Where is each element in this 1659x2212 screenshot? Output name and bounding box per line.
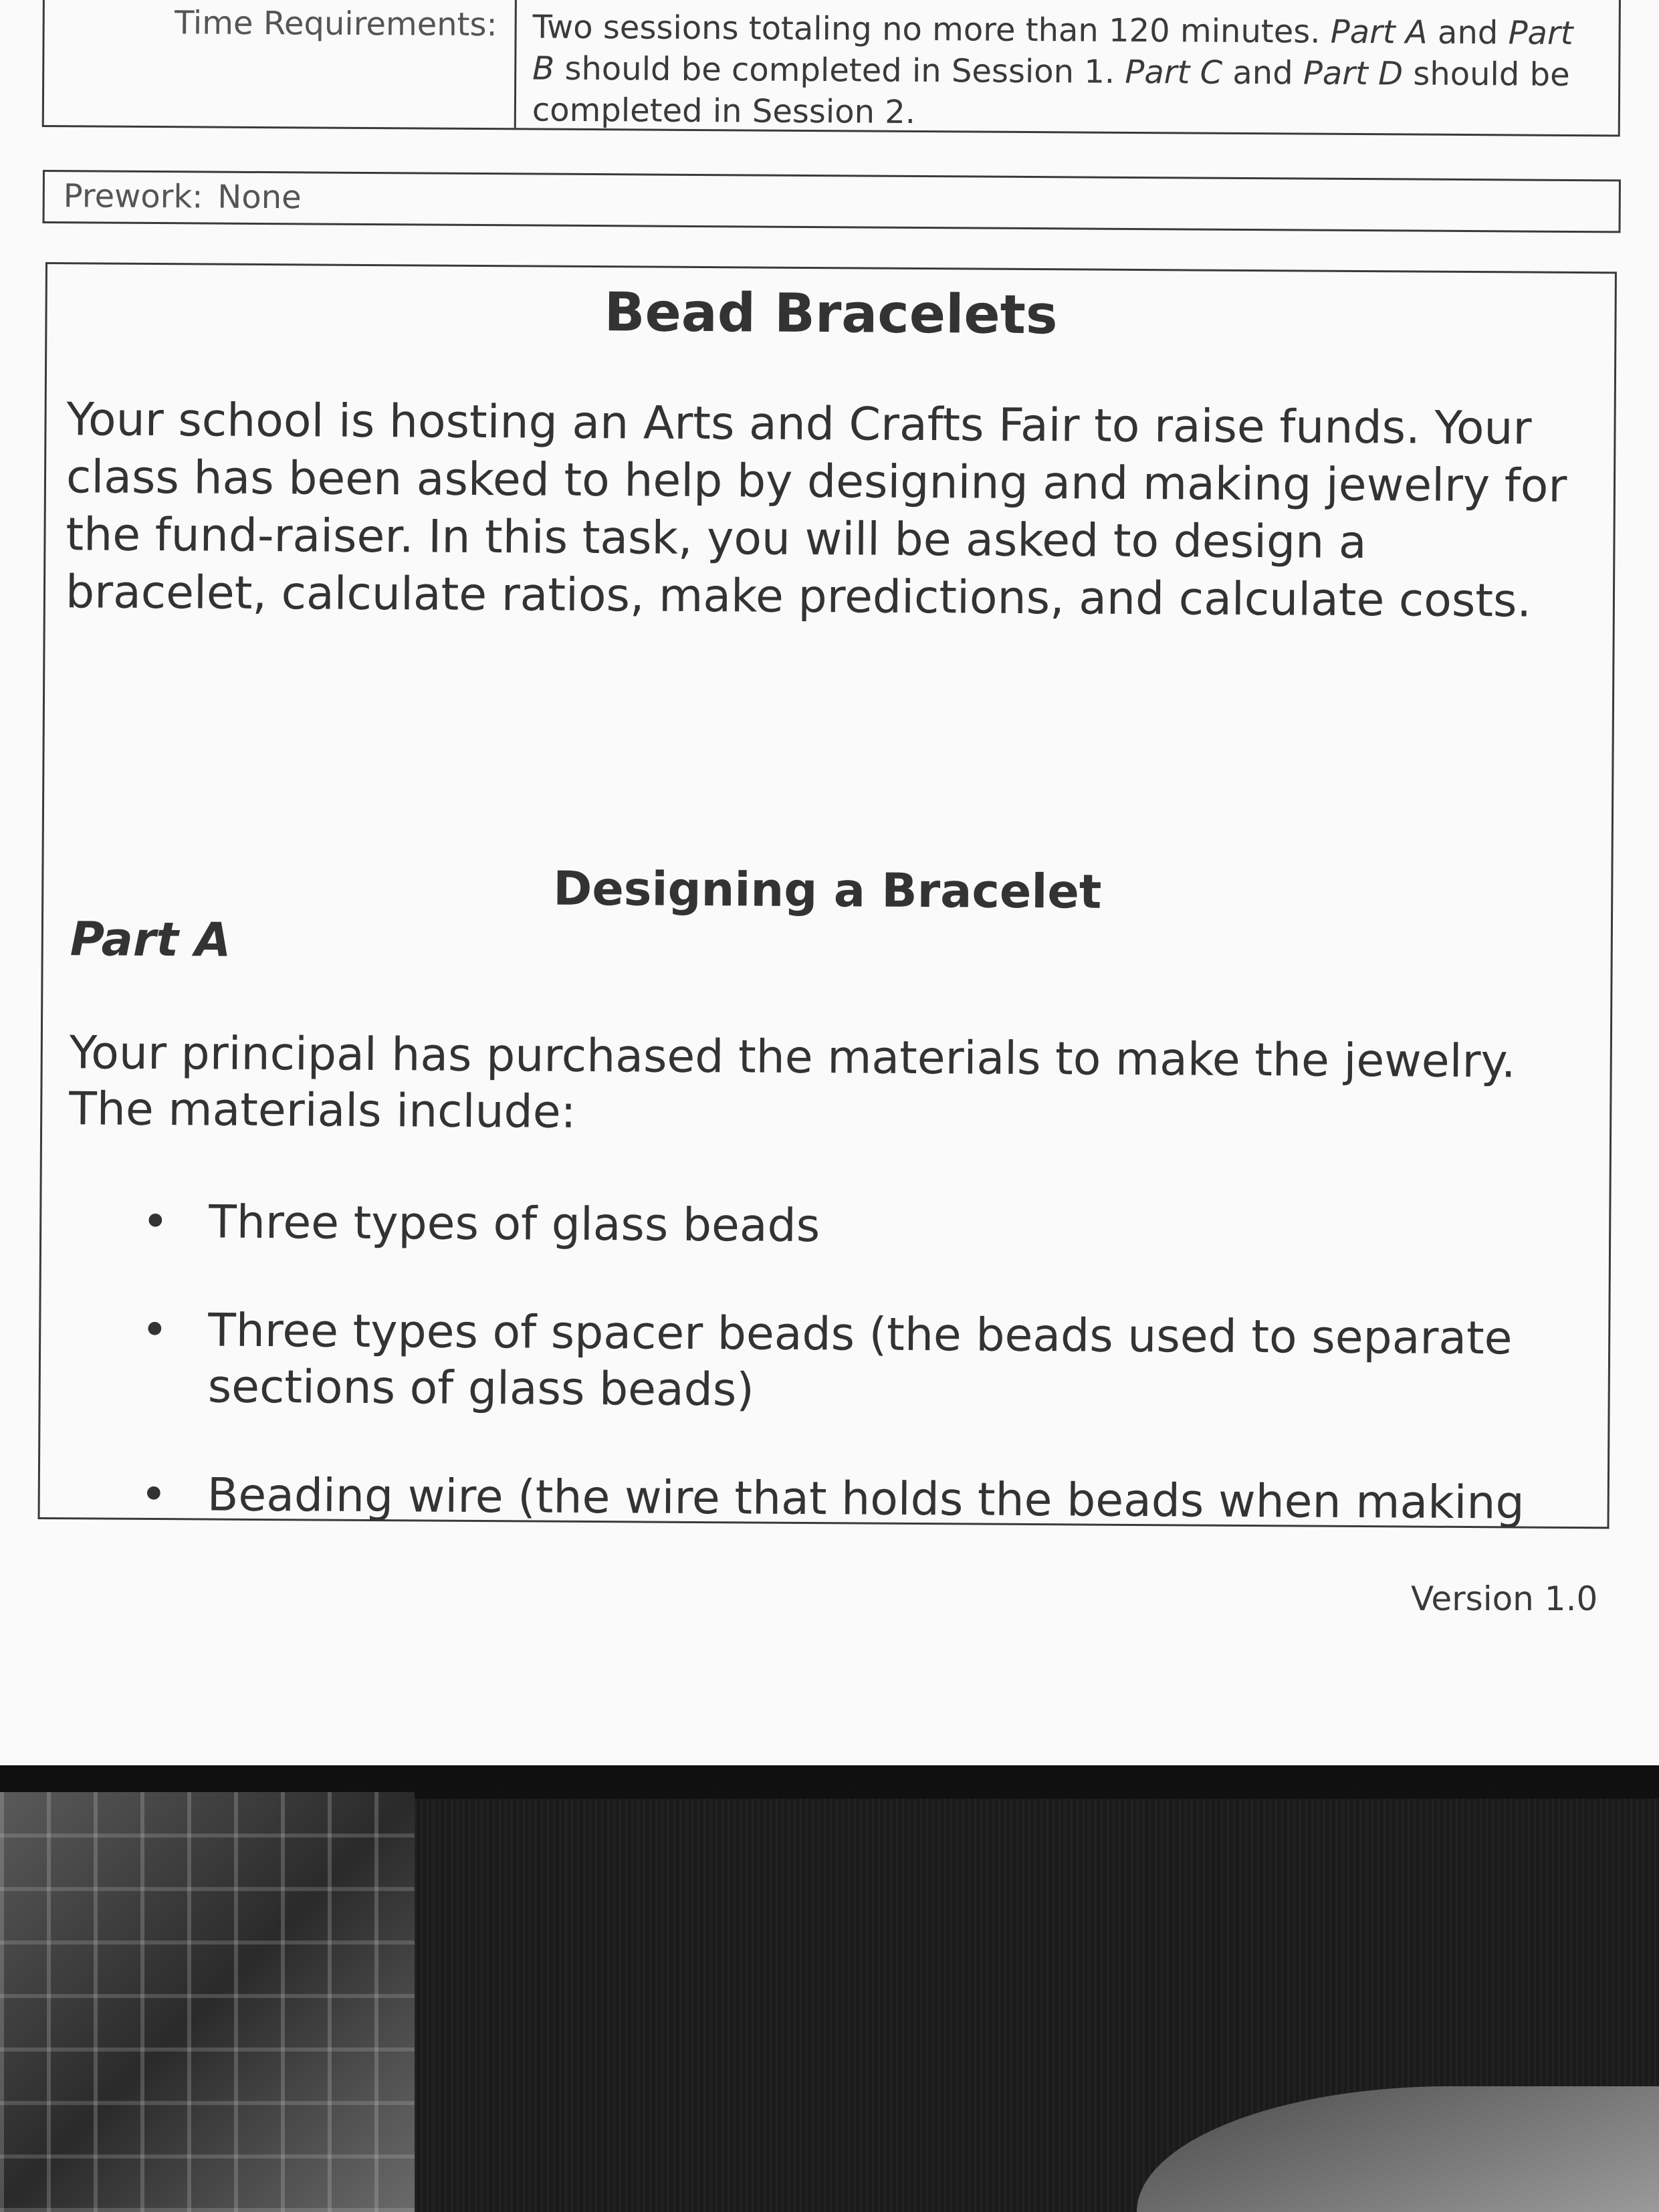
bullet-icon: • — [141, 1303, 169, 1357]
list-item-text: Beading wire (the wire that holds the beads when making — [207, 1468, 1525, 1530]
time-part-a: Part A — [1330, 13, 1428, 51]
time-requirements-value — [532, 6, 1576, 137]
bullet-icon: • — [141, 1195, 169, 1249]
plaid-fabric — [0, 1792, 415, 2212]
list-item — [39, 1466, 1577, 1532]
bullet-icon: • — [140, 1468, 168, 1522]
version-label: Version 1.0 — [1411, 1579, 1598, 1618]
time-requirements-table — [42, 0, 1621, 136]
time-part-d: Part D — [1303, 54, 1404, 93]
task-title: Bead Bracelets — [604, 281, 1058, 346]
time-requirements-label: Time Requirements: — [44, 0, 517, 128]
time-text-3: should be completed in Session 1. — [554, 49, 1125, 91]
task-box — [38, 262, 1617, 1529]
time-text-5: should be completed in Session 2. — [532, 55, 1570, 131]
materials-list — [39, 1194, 1579, 1584]
time-text-2: and — [1427, 13, 1509, 52]
prework-label: Prework: — [63, 177, 203, 216]
task-intro: Your school is hosting an Arts and Crafts Fair to raise funds. Your class has been asked to help by designing and making jewelry for the fund-raiser. In this task, you will be asked to design a bracelet, calculate ratios, make predictions, and calculate costs. — [65, 393, 1567, 628]
materials-intro: Your principal has purchased the materials to make the jewelry. The materials include: — [69, 1026, 1516, 1139]
time-text-1: Two sessions totaling no more than 120 minutes. — [532, 8, 1331, 51]
time-text-4: and — [1222, 53, 1304, 92]
part-a-label: Part A — [70, 911, 231, 968]
prework-value: None — [217, 178, 302, 217]
section-heading: Designing a Bracelet — [552, 861, 1102, 919]
prework-box — [43, 170, 1621, 233]
list-item — [41, 1194, 1579, 1259]
time-part-b: Part B — [532, 14, 1573, 88]
list-item-text: Three types of glass beads — [208, 1196, 820, 1253]
list-item-text: Three types of spacer beads (the beads used to separate sections of glass beads) — [207, 1304, 1513, 1417]
time-part-c: Part C — [1125, 53, 1223, 92]
list-item — [40, 1302, 1579, 1424]
